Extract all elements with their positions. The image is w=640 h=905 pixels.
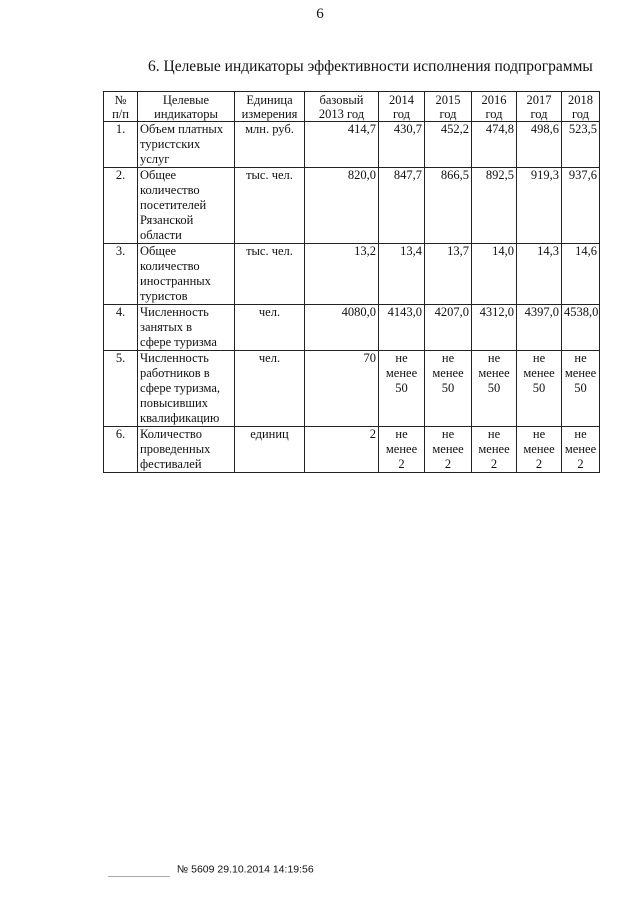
year-value-cell	[379, 427, 425, 473]
cell-line: год	[571, 107, 590, 121]
cell-line: не	[395, 427, 408, 441]
cell-line: 2	[535, 457, 543, 471]
cell-line: услуг	[140, 152, 170, 166]
year-value-cell: 4312,0	[472, 305, 517, 351]
column-header	[425, 92, 472, 122]
cell-line: год	[439, 107, 457, 121]
cell-line: Численность	[140, 305, 209, 319]
year-value-cell	[562, 351, 600, 427]
unit-cell: тыс. чел.	[235, 168, 305, 244]
cell-line: 2	[398, 457, 405, 471]
cell-line: 50	[395, 381, 408, 395]
cell-line: не	[532, 427, 546, 441]
cell-line: индикаторы	[154, 107, 218, 121]
cell-line: менее	[523, 366, 555, 380]
unit-cell: тыс. чел.	[235, 244, 305, 305]
row-number-cell: 3.	[104, 244, 138, 305]
column-header	[138, 92, 235, 122]
registry-stamp-logo	[108, 862, 170, 877]
cell-line: не	[487, 351, 501, 365]
year-value-cell	[472, 351, 517, 427]
cell-line: Общее	[140, 168, 177, 182]
base-year-cell: 4080,0	[305, 305, 379, 351]
cell-line: занятых в	[140, 320, 193, 334]
cell-line: 50	[574, 381, 587, 395]
year-value-cell	[472, 427, 517, 473]
cell-line: количество	[140, 259, 200, 273]
indicator-name-cell	[138, 122, 235, 168]
table-header-row	[104, 92, 600, 122]
cell-line: измерения	[241, 107, 298, 121]
cell-line: работников в	[140, 366, 210, 380]
cell-line: не	[574, 427, 587, 441]
cell-line: не	[395, 351, 408, 365]
cell-line: 2016	[481, 93, 507, 107]
cell-line: менее	[564, 366, 597, 380]
cell-line: фестивалей	[140, 457, 202, 471]
cell-line: Количество	[140, 427, 202, 441]
base-year-cell: 13,2	[305, 244, 379, 305]
unit-cell: чел.	[235, 305, 305, 351]
year-value-cell: 919,3	[517, 168, 562, 244]
year-value-cell: 498,6	[517, 122, 562, 168]
cell-line: не	[487, 427, 501, 441]
row-number-cell: 2.	[104, 168, 138, 244]
cell-line: области	[140, 228, 182, 242]
indicators-table	[103, 91, 600, 473]
cell-line: туристов	[140, 289, 188, 303]
cell-line: не	[441, 351, 455, 365]
section-title: 6. Целевые индикаторы эффективности исполнения подпрограммы	[148, 58, 593, 75]
cell-line: иностранных	[140, 274, 211, 288]
cell-line: квалификацию	[140, 411, 220, 425]
year-value-cell	[379, 351, 425, 427]
year-value-cell	[425, 351, 472, 427]
cell-line: Целевые	[162, 93, 210, 107]
table-row	[104, 351, 600, 427]
page-number: 6	[316, 6, 324, 22]
year-value-cell: 866,5	[425, 168, 472, 244]
column-header	[235, 92, 305, 122]
indicator-name-cell	[138, 351, 235, 427]
table-row	[104, 168, 600, 244]
year-value-cell	[517, 351, 562, 427]
row-number-cell: 5.	[104, 351, 138, 427]
year-value-cell	[425, 427, 472, 473]
cell-line: менее	[385, 442, 418, 456]
column-header	[517, 92, 562, 122]
row-number-cell: 6.	[104, 427, 138, 473]
table-row	[104, 244, 600, 305]
table-row	[104, 122, 600, 168]
year-value-cell: 14,6	[562, 244, 600, 305]
cell-line: туристских	[140, 137, 201, 151]
cell-line: Общее	[140, 244, 177, 258]
column-header	[305, 92, 379, 122]
cell-line: менее	[478, 366, 510, 380]
cell-line: менее	[385, 366, 418, 380]
year-value-cell: 13,4	[379, 244, 425, 305]
column-header	[104, 92, 138, 122]
unit-cell: единиц	[235, 427, 305, 473]
cell-line: год	[530, 107, 548, 121]
base-year-cell: 70	[305, 351, 379, 427]
cell-line: 2013 год	[318, 107, 365, 121]
year-value-cell	[517, 427, 562, 473]
cell-line: 2	[577, 457, 584, 471]
cell-line: менее	[564, 442, 597, 456]
cell-line: Численность	[140, 351, 209, 365]
cell-line: проведенных	[140, 442, 211, 456]
cell-line: базовый	[319, 93, 364, 107]
indicator-name-cell	[138, 244, 235, 305]
base-year-cell: 2	[305, 427, 379, 473]
year-value-cell: 4143,0	[379, 305, 425, 351]
cell-line: сфере туризма	[140, 335, 217, 349]
indicator-name-cell	[138, 305, 235, 351]
base-year-cell: 414,7	[305, 122, 379, 168]
column-header	[379, 92, 425, 122]
cell-line: посетителей	[140, 198, 207, 212]
cell-line: менее	[478, 442, 510, 456]
cell-line: не	[532, 351, 546, 365]
document-footer	[108, 862, 314, 877]
year-value-cell: 4538,0	[562, 305, 600, 351]
indicator-name-cell	[138, 168, 235, 244]
year-value-cell: 474,8	[472, 122, 517, 168]
cell-line: менее	[432, 366, 464, 380]
year-value-cell: 937,6	[562, 168, 600, 244]
cell-line: 2	[444, 457, 452, 471]
cell-line: 50	[441, 381, 455, 395]
cell-line: Рязанской	[140, 213, 194, 227]
year-value-cell: 14,3	[517, 244, 562, 305]
cell-line: менее	[523, 442, 555, 456]
table-row	[104, 305, 600, 351]
year-value-cell	[562, 427, 600, 473]
cell-line: год	[485, 107, 503, 121]
cell-line: менее	[432, 442, 464, 456]
indicator-name-cell	[138, 427, 235, 473]
cell-line: не	[574, 351, 587, 365]
unit-cell: чел.	[235, 351, 305, 427]
column-header	[562, 92, 600, 122]
cell-line: 50	[532, 381, 546, 395]
row-number-cell: 1.	[104, 122, 138, 168]
cell-line: 50	[487, 381, 501, 395]
year-value-cell: 892,5	[472, 168, 517, 244]
year-value-cell: 452,2	[425, 122, 472, 168]
cell-line: Единица	[246, 93, 293, 107]
row-number-cell: 4.	[104, 305, 138, 351]
year-value-cell: 847,7	[379, 168, 425, 244]
cell-line: год	[392, 107, 411, 121]
year-value-cell: 14,0	[472, 244, 517, 305]
year-value-cell: 4207,0	[425, 305, 472, 351]
cell-line: не	[441, 427, 455, 441]
cell-line: сфере туризма,	[140, 381, 221, 395]
table-body	[104, 122, 600, 473]
year-value-cell: 4397,0	[517, 305, 562, 351]
year-value-cell: 13,7	[425, 244, 472, 305]
cell-line: №	[114, 93, 127, 107]
cell-line: Объем платных	[140, 122, 224, 136]
cell-line: 2	[490, 457, 498, 471]
table-row	[104, 427, 600, 473]
unit-cell: млн. руб.	[235, 122, 305, 168]
year-value-cell: 430,7	[379, 122, 425, 168]
cell-line: 2014	[389, 93, 414, 107]
base-year-cell: 820,0	[305, 168, 379, 244]
cell-line: повысивших	[140, 396, 208, 410]
cell-line: 2017	[526, 93, 552, 107]
cell-line: 2015	[435, 93, 461, 107]
document-stamp-text: № 5609 29.10.2014 14:19:56	[176, 863, 314, 876]
column-header	[472, 92, 517, 122]
cell-line: 2018	[568, 93, 593, 107]
year-value-cell: 523,5	[562, 122, 600, 168]
cell-line: количество	[140, 183, 200, 197]
cell-line: п/п	[112, 107, 129, 121]
